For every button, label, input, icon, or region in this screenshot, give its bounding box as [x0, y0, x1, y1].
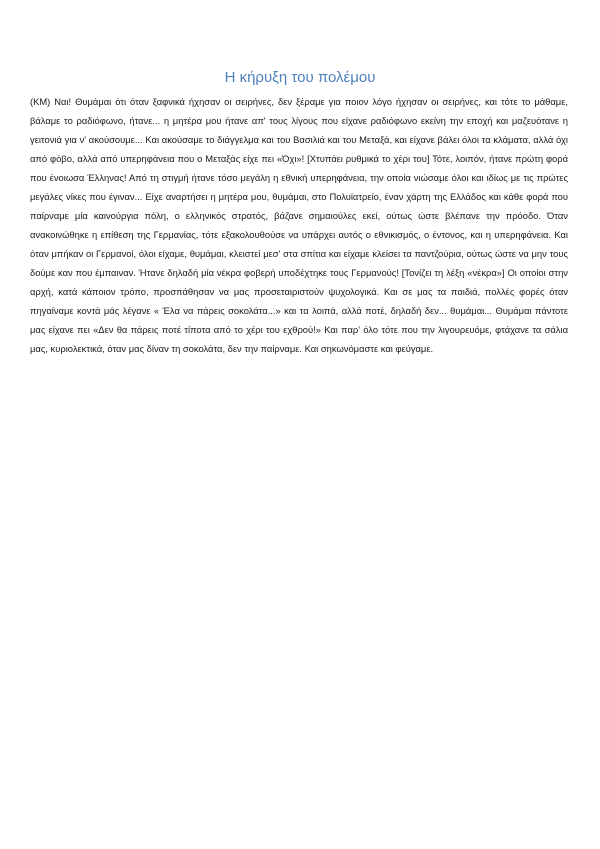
- transcript-paragraph: (ΚΜ) Ναι! Θυμάμαι ότι όταν ξαφνικά ήχησαν οι σειρήνες, δεν ξέραμε για ποιον λόγο ήχησαν οι σειρήνες, και τότε το μάθαμε, βάλαμε το ραδιόφωνο, ήτανε... η μητέρα μου ήτανε απ' τους λίγους που είχανε ραδιόφωνο εκείνη την εποχή και μαζευότανε η γειτονιά για ν' ακούσουμε... Και ακούσαμε το διάγγελμα και του Βασιλιά και του Μεταξά, και είχανε βάλει όλοι τα κλάματα, αλλά όχι από φόβο, αλλά από υπερηφάνεια που ο Μεταξάς είχε πει «Όχι»! [Χτυπάει ρυθμικά το χέρι του] Τότε, λοιπόν, ήτανε πρώτη φορά που ένοιωσα Έλληνας! Από τη στιγμή ήτανε τόσο μεγάλη η εθνική υπερηφάνεια, την οποία νιώσαμε όλοι και ιδίως με τις πρώτες μεγάλες νίκες που έγιναν... Είχε αναρτήσει η μητέρα μου, θυμάμαι, στο Πολυϊατρείο, έναν χάρτη της Ελλάδος και κάθε φορά που παίρναμε μία καινούργια πόλη, ο ελληνικός στρατός, βάζανε σημαιούλες εκεί, ούτως ώστε βλέπανε την πρόοδο. Όταν ανακοινώθηκε η επίθεση της Γερμανίας, τότε εξακολουθούσε να υπάρχει αυτός ο εθνικισμός, ο έντονος, και η υπερηφάνεια. Και όταν μπήκαν οι Γερμανοί, όλοι είχαμε, θυμάμαι, κλειστεί μεσ' στα σπίτια και είχαμε κλείσει τα παντζούρια, ούτως ώστε να μην τους δούμε καν που έμπαιναν. Ήτανε δηλαδή μία νέκρα φοβερή υποδέχτηκε τους Γερμανούς! [Τονίζει τη λέξη «νέκρα»] Οι οποίοι στην αρχή, κατά κάποιον τρόπο, προσπάθησαν να μας προσεταιριστούν ψυχολογικά. Και σε μας τα παιδιά, πολλές φορές όταν πηγαίναμε κοντά μάς λέγανε « Έλα να πάρεις σοκολάτα...» και τα λοιπά, αλλά ποτέ, δηλαδή δεν... θυμάμαι... Θυμάμαι πάντοτε μας είχανε πει «Δεν θα πάρεις ποτέ τίποτα από το χέρι του εχθρού!» Και παρ' όλο τότε που την λιγουρευόμε, φτάχανε τα σάλια μας, κυριολεκτικά, όταν μας δίναν τη σοκολάτα, δεν την παίρναμε. Και σηκωνόμαστε και φεύγαμε.: [30, 96, 568, 354]
- document-title: Η κήρυξη του πολέμου: [224, 69, 376, 86]
